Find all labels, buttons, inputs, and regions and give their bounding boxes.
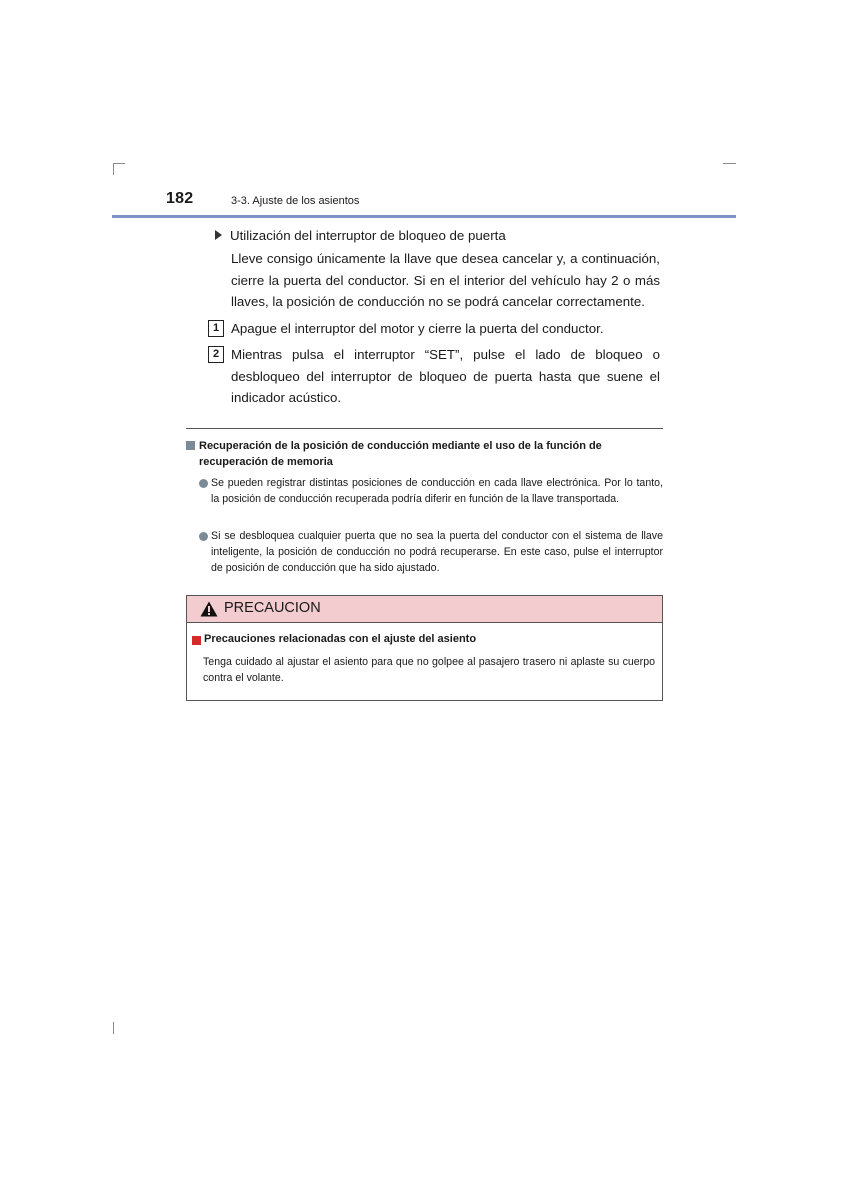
crop-mark-bottom-left-v <box>113 1022 114 1034</box>
section-divider <box>186 428 663 429</box>
caution-subheading <box>192 633 476 645</box>
warning-triangle-icon <box>200 601 218 617</box>
step-item <box>208 344 660 409</box>
info-bullet-text: Se pueden registrar distintas posiciones de conducción en cada llave electrónica. Por lo tanto, la posición de conducción recuperada podría diferir en función de la llave transportada. <box>211 477 663 505</box>
red-square-icon <box>192 636 201 645</box>
info-bullet <box>199 475 663 507</box>
step-number-badge: 2 <box>208 346 224 363</box>
info-bullet <box>199 528 663 576</box>
step-title <box>215 225 506 247</box>
step-item <box>208 318 660 340</box>
caution-title: PRECAUCION <box>224 600 321 616</box>
step-number-badge: 1 <box>208 320 224 337</box>
intro-paragraph: Lleve consigo únicamente la llave que desea cancelar y, a continuación, cierre la puerta del conductor. Si en el interior del vehículo hay 2 o más llaves, la posición de conducción no se podrá cancelar correctamente. <box>231 251 660 309</box>
info-heading <box>186 438 663 470</box>
square-bullet-icon <box>186 441 195 450</box>
caution-text: Tenga cuidado al ajustar el asiento para que no golpee al pasajero trasero ni aplaste su cuerpo contra el volante. <box>203 656 655 684</box>
crop-mark-top-left-v <box>113 163 114 175</box>
crop-mark-top-left-h <box>113 163 125 164</box>
step-title-text: Utilización del interruptor de bloqueo de puerta <box>230 228 506 243</box>
page-number: 182 <box>166 190 194 207</box>
step-text: Mientras pulsa el interruptor “SET”, pulse el lado de bloqueo o desbloqueo del interruptor de bloqueo de puerta hasta que suene el indicador acústico. <box>231 347 660 405</box>
info-heading-text: Recuperación de la posición de conducción mediante el uso de la función de recuperación de memoria <box>199 440 602 468</box>
circle-bullet-icon <box>199 532 208 541</box>
caution-header <box>187 596 662 623</box>
circle-bullet-icon <box>199 479 208 488</box>
crop-mark-top-right-h <box>723 163 736 164</box>
header-rule <box>112 215 736 218</box>
section-title: 3-3. Ajuste de los asientos <box>231 195 360 207</box>
caution-subheading-text: Precauciones relacionadas con el ajuste del asiento <box>204 633 477 645</box>
info-bullet-text: Si se desbloquea cualquier puerta que no sea la puerta del conductor con el sistema de llave inteligente, la posición de conducción no podrá recuperarse. En este caso, pulse el interruptor de posición de conducción que ha sido ajustado. <box>211 530 663 574</box>
caution-box <box>186 595 663 701</box>
step-text: Apague el interruptor del motor y cierre la puerta del conductor. <box>231 321 604 336</box>
triangle-bullet-icon <box>215 230 222 240</box>
